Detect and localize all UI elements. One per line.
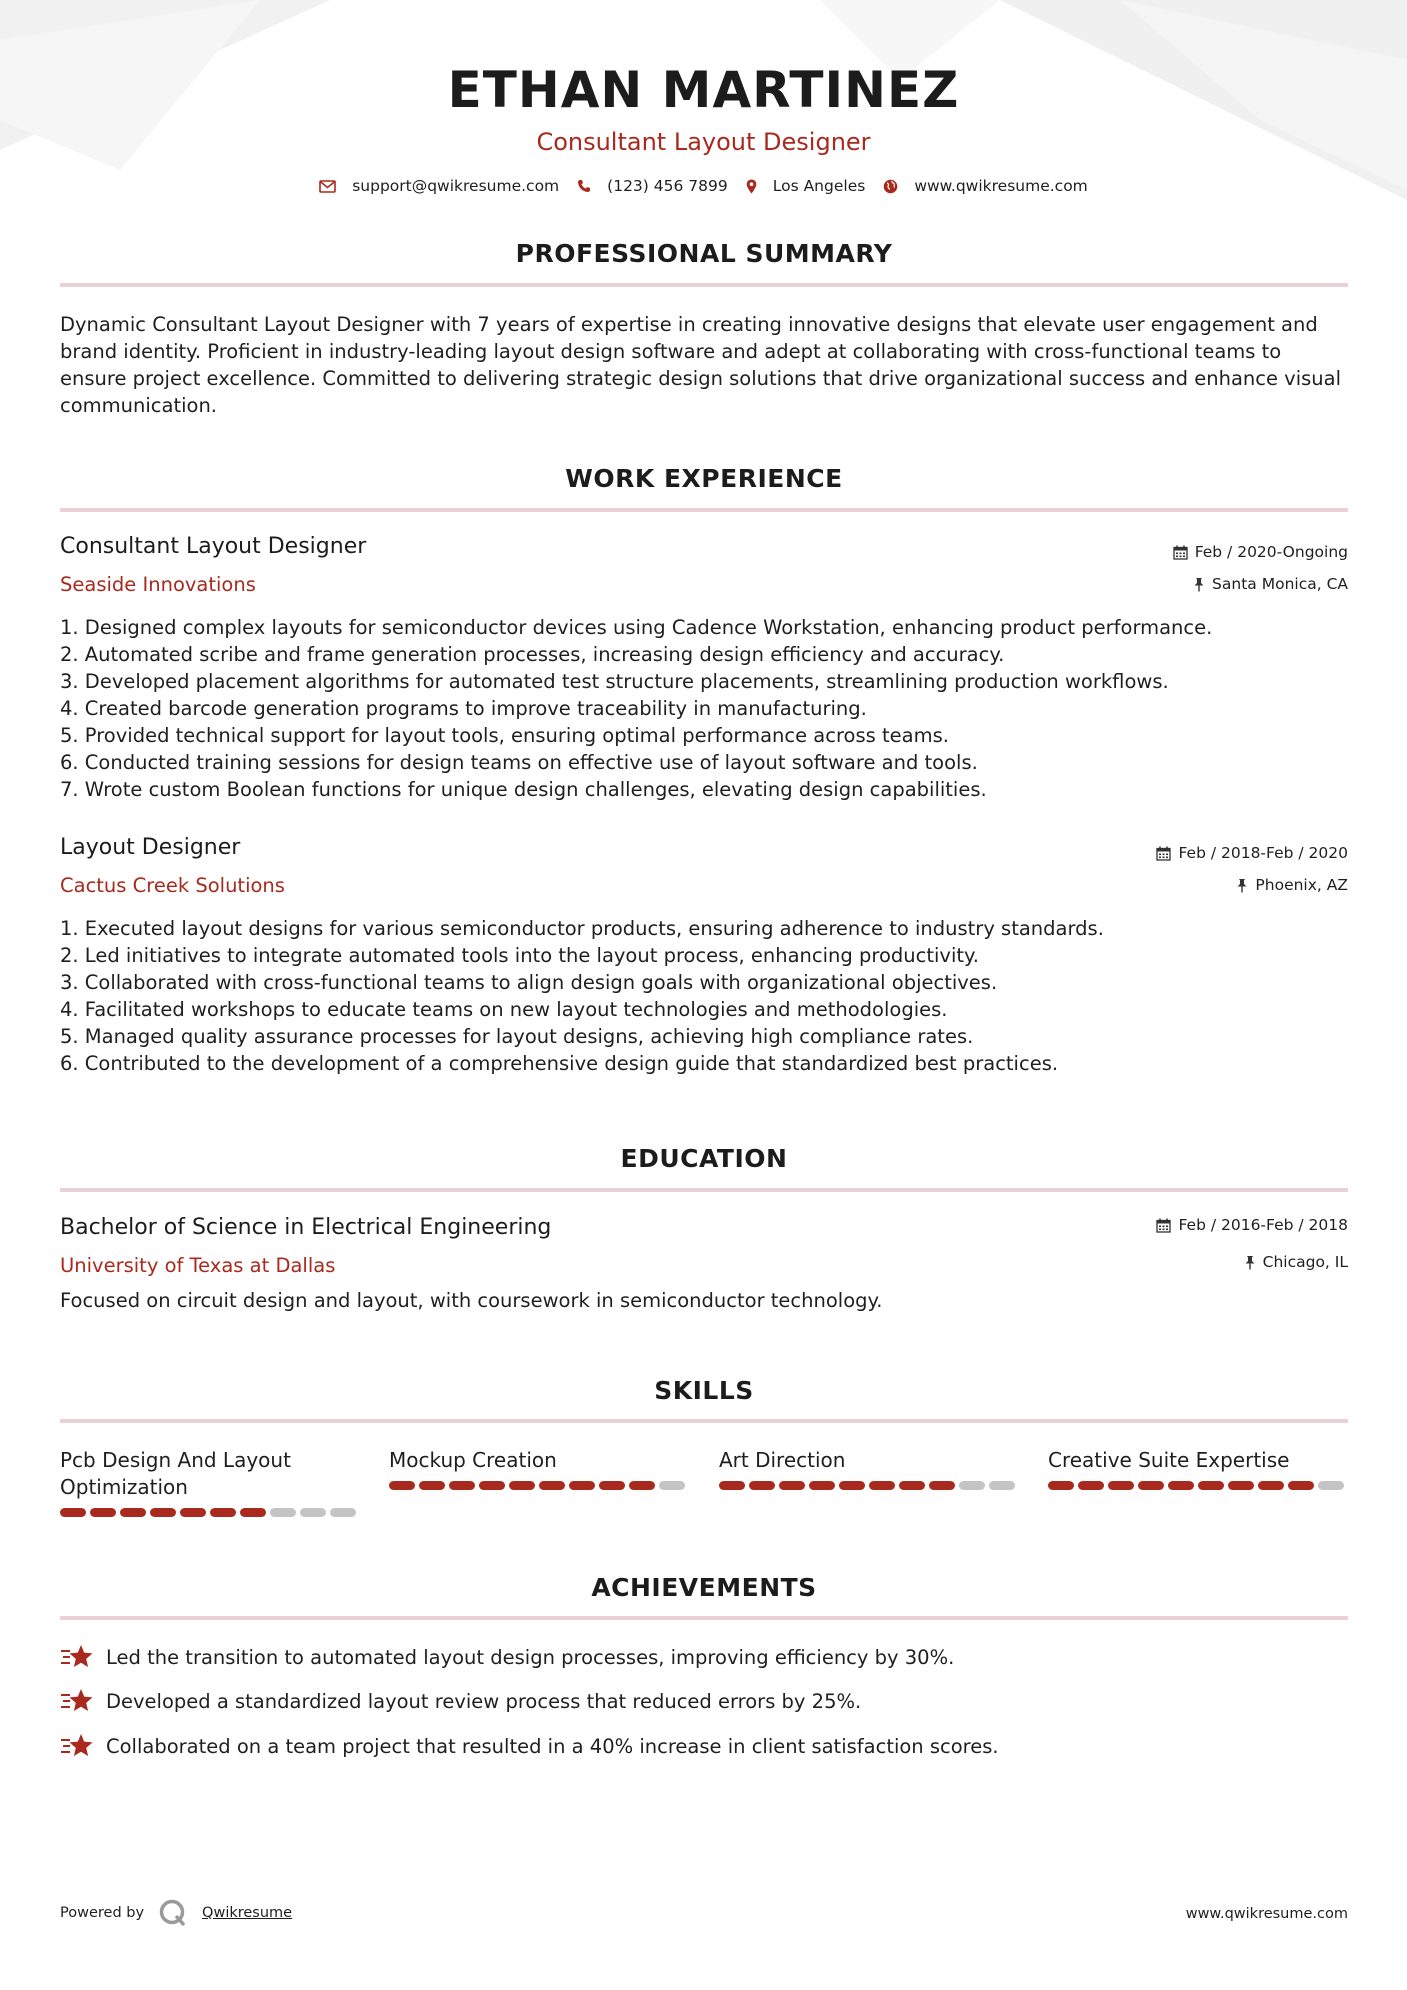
experience-heading: WORK EXPERIENCE [565, 464, 843, 493]
skill-level-bar [1048, 1481, 1348, 1490]
contact-website-text: www.qwikresume.com [914, 177, 1088, 195]
skill-item [719, 1447, 1019, 1490]
contact-email-text: support@qwikresume.com [352, 177, 560, 195]
skill-segment-filled [869, 1481, 895, 1490]
skill-segment-filled [569, 1481, 595, 1490]
skill-segment-empty [989, 1481, 1015, 1490]
company-name: Seaside Innovations [60, 573, 256, 596]
job-dates-text: Feb / 2020-Ongoing [1194, 543, 1348, 561]
contact-location [746, 177, 866, 195]
achievement-item [60, 1644, 954, 1670]
map-pin-icon [746, 179, 757, 194]
skill-segment-filled [479, 1481, 505, 1490]
education-heading: EDUCATION [620, 1144, 788, 1173]
skill-item [389, 1447, 689, 1490]
list-item: 4. Facilitated workshops to educate teams on new layout technologies and methodologies. [60, 998, 948, 1021]
education-location [1244, 1253, 1348, 1271]
company-name: Cactus Creek Solutions [60, 874, 285, 897]
skill-name: Creative Suite Expertise [1048, 1448, 1290, 1472]
skill-segment-filled [180, 1508, 206, 1517]
summary-text: Dynamic Consultant Layout Designer with 7 years of expertise in creating innovative designs that elevate user engagement and brand identity. Proficient in industry-leading layout design software and adept at collaborating with cross-functional teams to ensure project excellence. Committed to delivering strategic design solutions that drive organizational success and enhance visual communication. [60, 313, 1342, 417]
skill-segment-filled [90, 1508, 116, 1517]
skill-segment-filled [1168, 1481, 1194, 1490]
skill-level-bar [60, 1508, 360, 1517]
summary-heading: PROFESSIONAL SUMMARY [515, 239, 893, 268]
calendar-icon [1156, 1218, 1171, 1233]
achievements-divider [60, 1616, 1348, 1620]
pushpin-icon [1236, 878, 1248, 893]
skill-segment-filled [899, 1481, 925, 1490]
skill-name: Pcb Design And Layout Optimization [60, 1448, 291, 1499]
job-title: Consultant Layout Designer [60, 534, 367, 559]
education-description: Focused on circuit design and layout, with coursework in semiconductor technology. [60, 1289, 883, 1312]
skill-item [1048, 1447, 1348, 1490]
list-item: 6. Contributed to the development of a comprehensive design guide that standardized best practices. [60, 1052, 1059, 1075]
skill-segment-filled [1138, 1481, 1164, 1490]
candidate-name: ETHAN MARTINEZ [447, 61, 960, 119]
footer-powered-by [60, 1898, 292, 1928]
footer-website[interactable]: www.qwikresume.com [1185, 1906, 1348, 1922]
qwikresume-logo-icon [158, 1898, 188, 1928]
star-icon [60, 1644, 94, 1670]
list-item: 1. Executed layout designs for various semiconductor products, ensuring adherence to industry standards. [60, 917, 1104, 940]
skill-segment-filled [1258, 1481, 1284, 1490]
job-location-text: Phoenix, AZ [1255, 876, 1348, 894]
contact-phone-text: (123) 456 7899 [607, 177, 728, 195]
list-item: 5. Provided technical support for layout tools, ensuring optimal performance across teams. [60, 724, 949, 747]
experience-divider [60, 508, 1348, 512]
skill-segment-filled [629, 1481, 655, 1490]
skill-segment-empty [1318, 1481, 1344, 1490]
calendar-icon [1156, 846, 1171, 861]
job-bullet-list [60, 614, 1348, 803]
education-location-text: Chicago, IL [1262, 1253, 1348, 1271]
job-title: Layout Designer [60, 835, 241, 860]
job-location [1236, 876, 1348, 894]
skill-segment-empty [330, 1508, 356, 1517]
candidate-role: Consultant Layout Designer [536, 128, 871, 156]
list-item: 3. Developed placement algorithms for automated test structure placements, streamlining production workflows. [60, 670, 1169, 693]
skill-segment-filled [449, 1481, 475, 1490]
skill-segment-empty [659, 1481, 685, 1490]
skill-name: Mockup Creation [389, 1448, 557, 1472]
skill-segment-empty [270, 1508, 296, 1517]
resume-header [0, 55, 1407, 195]
skill-segment-filled [389, 1481, 415, 1490]
skill-segment-filled [509, 1481, 535, 1490]
skill-segment-filled [419, 1481, 445, 1490]
job-dates [1173, 543, 1348, 561]
calendar-icon [1173, 545, 1188, 560]
skill-segment-filled [839, 1481, 865, 1490]
skills-heading: SKILLS [654, 1376, 754, 1405]
list-item: 7. Wrote custom Boolean functions for unique design challenges, elevating design capabilities. [60, 778, 987, 801]
skill-segment-filled [599, 1481, 625, 1490]
skill-name: Art Direction [719, 1448, 846, 1472]
skill-segment-filled [1228, 1481, 1254, 1490]
pushpin-icon [1244, 1255, 1256, 1270]
education-divider [60, 1188, 1348, 1192]
phone-icon [577, 179, 591, 193]
envelope-icon [319, 180, 336, 193]
skill-segment-filled [809, 1481, 835, 1490]
education-dates-text: Feb / 2016-Feb / 2018 [1178, 1216, 1348, 1234]
list-item: 3. Collaborated with cross-functional teams to align design goals with organizational objectives. [60, 971, 998, 994]
education-dates [1156, 1216, 1348, 1234]
achievement-text: Developed a standardized layout review process that reduced errors by 25%. [106, 1689, 862, 1713]
skill-segment-filled [150, 1508, 176, 1517]
skill-segment-filled [749, 1481, 775, 1490]
summary-divider [60, 283, 1348, 287]
list-item: 4. Created barcode generation programs to improve traceability in manufacturing. [60, 697, 867, 720]
skill-segment-filled [539, 1481, 565, 1490]
achievement-text: Led the transition to automated layout design processes, improving efficiency by 30%. [106, 1645, 955, 1669]
degree-title: Bachelor of Science in Electrical Engineering [60, 1215, 552, 1240]
achievements-heading: ACHIEVEMENTS [591, 1573, 817, 1602]
skill-segment-filled [1288, 1481, 1314, 1490]
skill-segment-empty [300, 1508, 326, 1517]
skill-segment-filled [1048, 1481, 1074, 1490]
skills-divider [60, 1419, 1348, 1423]
skill-level-bar [389, 1481, 689, 1490]
skill-segment-empty [959, 1481, 985, 1490]
skill-segment-filled [210, 1508, 236, 1517]
job-dates-text: Feb / 2018-Feb / 2020 [1178, 844, 1348, 862]
job-dates [1156, 844, 1348, 862]
school-name: University of Texas at Dallas [60, 1254, 336, 1277]
skill-segment-filled [1078, 1481, 1104, 1490]
skill-segment-filled [120, 1508, 146, 1517]
powered-by-label: Powered by [60, 1905, 145, 1921]
globe-icon [883, 179, 898, 194]
skill-segment-filled [719, 1481, 745, 1490]
contact-row [0, 177, 1407, 195]
job-bullet-list [60, 915, 1348, 1077]
achievement-text: Collaborated on a team project that resulted in a 40% increase in client satisfaction scores. [106, 1734, 999, 1758]
contact-phone[interactable] [577, 177, 728, 195]
pushpin-icon [1193, 577, 1205, 592]
list-item: 2. Led initiatives to integrate automated tools into the layout process, enhancing productivity. [60, 944, 979, 967]
star-icon [60, 1733, 94, 1759]
skill-segment-filled [60, 1508, 86, 1517]
list-item: 1. Designed complex layouts for semiconductor devices using Cadence Workstation, enhancing product performance. [60, 616, 1213, 639]
star-icon [60, 1688, 94, 1714]
skill-segment-filled [779, 1481, 805, 1490]
achievement-item [60, 1688, 861, 1714]
achievement-item [60, 1733, 999, 1759]
job-location-text: Santa Monica, CA [1212, 575, 1348, 593]
job-location [1193, 575, 1348, 593]
list-item: 2. Automated scribe and frame generation processes, increasing design efficiency and accuracy. [60, 643, 1005, 666]
list-item: 6. Conducted training sessions for design teams on effective use of layout software and tools. [60, 751, 978, 774]
contact-location-text: Los Angeles [772, 177, 866, 195]
skill-item [60, 1447, 360, 1517]
contact-website[interactable] [883, 177, 1087, 195]
skill-segment-filled [240, 1508, 266, 1517]
list-item: 5. Managed quality assurance processes for layout designs, achieving high compliance rates. [60, 1025, 974, 1048]
skill-level-bar [719, 1481, 1019, 1490]
qwikresume-link[interactable]: Qwikresume [202, 1905, 293, 1921]
contact-email[interactable] [319, 177, 559, 195]
skill-segment-filled [929, 1481, 955, 1490]
skill-segment-filled [1108, 1481, 1134, 1490]
skill-segment-filled [1198, 1481, 1224, 1490]
